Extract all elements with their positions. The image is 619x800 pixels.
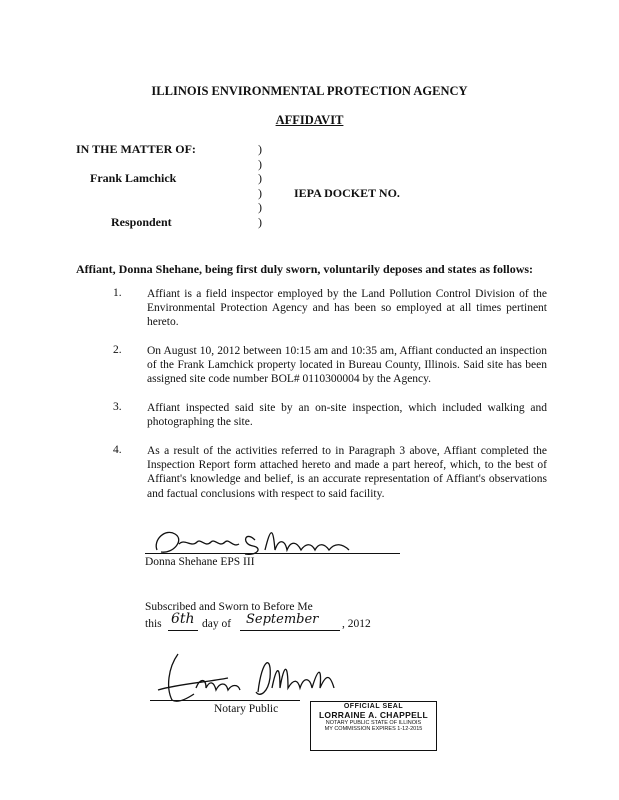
paragraph-text: On August 10, 2012 between 10:15 am and 10:35 am, Affiant conducted an inspection of the Frank Lamchick property located in Bureau County, Illinois. Said site has been assigned site code number BOL# 0110300004 by the Agency. xyxy=(147,345,547,386)
jurat-line: Subscribed and Sworn to Before Me xyxy=(145,601,313,613)
seal-title: OFFICIAL SEAL xyxy=(343,703,404,710)
paragraph-number: 4. xyxy=(113,444,122,456)
paragraph-text: Affiant inspected said site by an on-site inspection, which included walking and photographing the site. xyxy=(147,402,547,429)
notary-public-label: Notary Public xyxy=(214,703,279,715)
caption-parentheses: ) ) ) ) ) ) xyxy=(258,142,262,229)
notary-signature-line xyxy=(150,700,300,701)
jurat-year: , 2012 xyxy=(342,618,371,630)
paragraph-number: 3. xyxy=(113,401,122,413)
paragraph-text: Affiant is a field inspector employed by the Land Pollution Control Division of the Environmental Protection Agency and has been so employed at all times pertinent hereto. xyxy=(147,288,547,329)
agency-heading: ILLINOIS ENVIRONMENTAL PROTECTION AGENCY xyxy=(151,84,468,98)
jurat-month-handwritten: September xyxy=(246,612,319,627)
docket-number-label: IEPA DOCKET NO. xyxy=(294,186,400,200)
caption-party: Frank Lamchick xyxy=(90,171,177,185)
jurat-day-handwritten: 6th xyxy=(171,611,195,627)
paragraph-number: 2. xyxy=(113,344,122,356)
document-title: AFFIDAVIT xyxy=(275,113,344,127)
jurat-day-of: day of xyxy=(202,618,232,630)
jurat-this: this xyxy=(145,618,162,630)
jurat-day-line xyxy=(168,630,198,631)
notary-seal xyxy=(310,701,437,751)
affiant-printed-name: Donna Shehane EPS III xyxy=(145,556,255,568)
caption-matter: IN THE MATTER OF: xyxy=(76,142,196,156)
seal-state: NOTARY PUBLIC STATE OF ILLINOIS xyxy=(325,720,422,726)
affidavit-intro: Affiant, Donna Shehane, being first duly sworn, voluntarily deposes and states as follows: xyxy=(76,262,534,276)
affiant-signature-line xyxy=(145,553,400,554)
seal-expiry: MY COMMISSION EXPIRES 1-12-2015 xyxy=(324,726,423,732)
seal-name: LORRAINE A. CHAPPELL xyxy=(318,710,429,720)
paragraph-text: As a result of the activities referred to in Paragraph 3 above, Affiant completed the Inspection Report form attached hereto and made a part hereof, which, to the best of Affiant's knowledge and belief, is an accurate representation of Affiant's observations and factual conclusions with respect to said facility. xyxy=(147,445,547,500)
jurat-month-line xyxy=(240,630,340,631)
paragraph-number: 1. xyxy=(113,287,122,299)
caption-role: Respondent xyxy=(111,215,172,229)
